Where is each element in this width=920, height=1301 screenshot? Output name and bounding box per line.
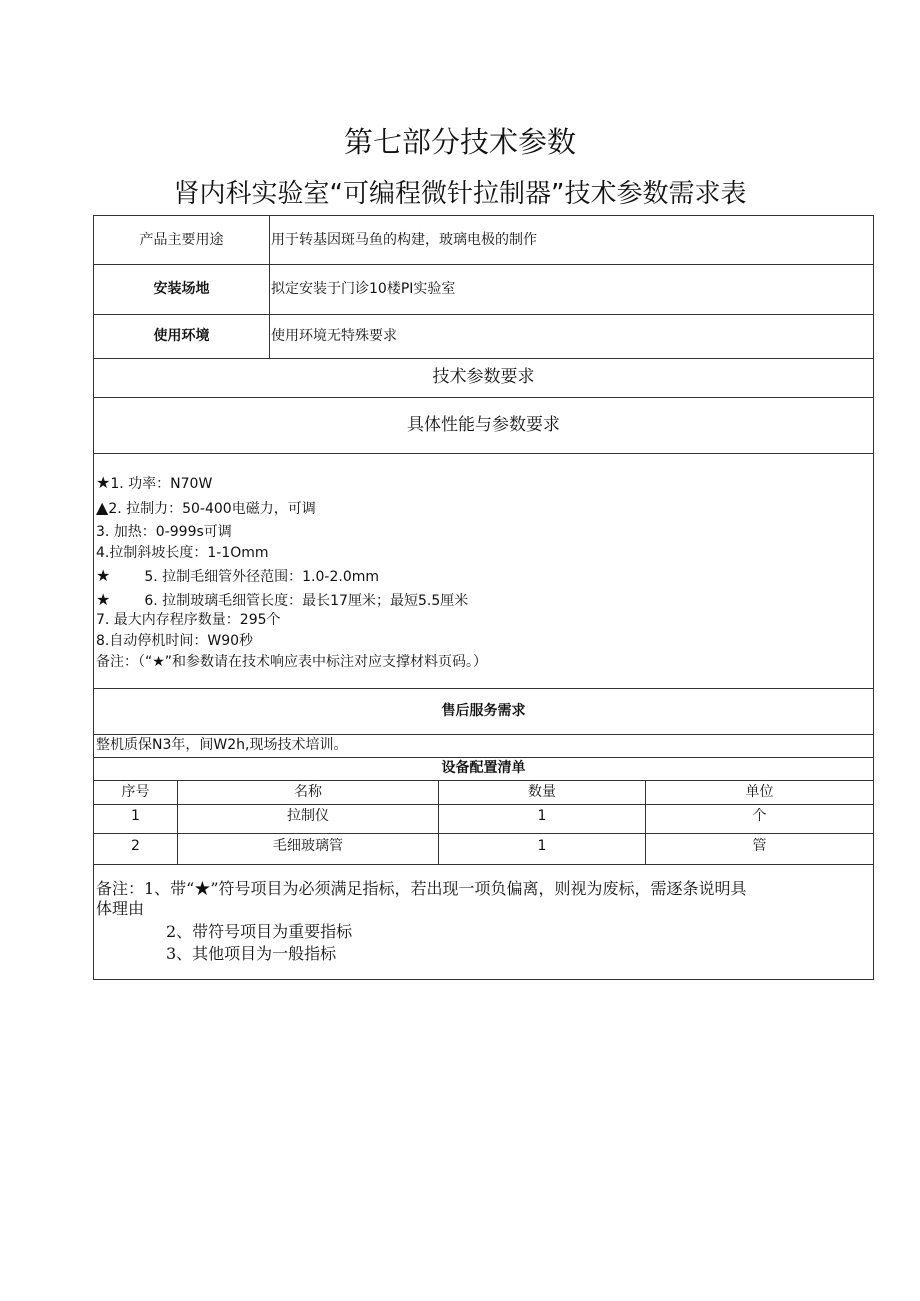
config-cell-index: 2: [131, 837, 140, 854]
spec-item: ★1. 功率：N70W: [96, 473, 213, 492]
site-label: 安装场地: [153, 280, 210, 297]
spec-item: ★ 5. 拉制毛细管外径范围：1.0-2.0mm: [96, 566, 380, 585]
config-header-index: 序号: [121, 783, 150, 800]
note-line: 3、其他项目为一般指标: [166, 944, 337, 963]
config-cell-index: 1: [131, 807, 140, 824]
column-divider: [269, 216, 270, 358]
spec-item: ▲2. 拉制力：50-400电磁力，可调: [96, 498, 316, 517]
star-icon: ★: [96, 590, 111, 609]
config-cell-unit: 个: [752, 807, 767, 824]
spec-item: ★ 6. 拉制玻璃毛细管长度：最长17厘米；最短5.5厘米: [96, 590, 469, 609]
spec-item: 4.拉制斜坡长度：1-1Omm: [96, 545, 269, 561]
spec-item: 8.自动停机时间：W90秒: [96, 633, 254, 649]
star-icon: ★: [96, 566, 111, 585]
service-text: 整机质保N3年，间W2h,现场技术培训。: [96, 737, 348, 754]
config-cell-name: 毛细玻璃管: [273, 837, 343, 854]
row-divider: [94, 453, 873, 454]
performance-heading: 具体性能与参数要求: [407, 414, 560, 435]
tech-heading: 技术参数要求: [432, 367, 535, 388]
usage-label: 产品主要用途: [139, 231, 224, 248]
usage-value: 用于转基因斑马鱼的构建，玻璃电极的制作: [271, 231, 537, 248]
config-header-unit: 单位: [745, 783, 774, 800]
page-title: 第七部分技术参数: [343, 125, 576, 159]
environment-label: 使用环境: [153, 327, 210, 344]
row-divider: [94, 864, 873, 865]
config-header-name: 名称: [294, 783, 322, 800]
star-icon: ★: [96, 473, 111, 492]
spec-item: 7. 最大内存程序数量：295个: [96, 612, 281, 628]
config-cell-unit: 管: [752, 837, 767, 854]
note-line: 体理由: [96, 899, 145, 918]
config-cell-quantity: 1: [537, 837, 547, 854]
note-line: 2、带符号项目为重要指标: [166, 922, 353, 941]
config-heading: 设备配置清单: [441, 760, 526, 777]
config-cell-name: 拉制仪: [287, 807, 329, 824]
table-title: 肾内科实验室“可编程微针拉制器”技术参数需求表: [173, 179, 747, 209]
site-value: 拟定安装于门诊10楼PI实验室: [271, 280, 456, 297]
service-heading: 售后服务需求: [441, 702, 526, 719]
config-cell-quantity: 1: [537, 807, 547, 824]
environment-value: 使用环境无特殊要求: [271, 327, 397, 344]
spec-item: 3. 加热：0-999s可调: [96, 524, 232, 540]
note-line: 备注：1、带“★”符号项目为必须满足指标，若出现一项负偏离，则视为废标，需逐条说明具: [96, 879, 747, 898]
triangle-icon: ▲: [96, 498, 109, 517]
requirements-table: [93, 215, 874, 980]
config-header-quantity: 数量: [528, 783, 556, 800]
spec-note: 备注：（“★”和参数请在技术响应表中标注对应支撑材料页码。）: [96, 654, 488, 670]
